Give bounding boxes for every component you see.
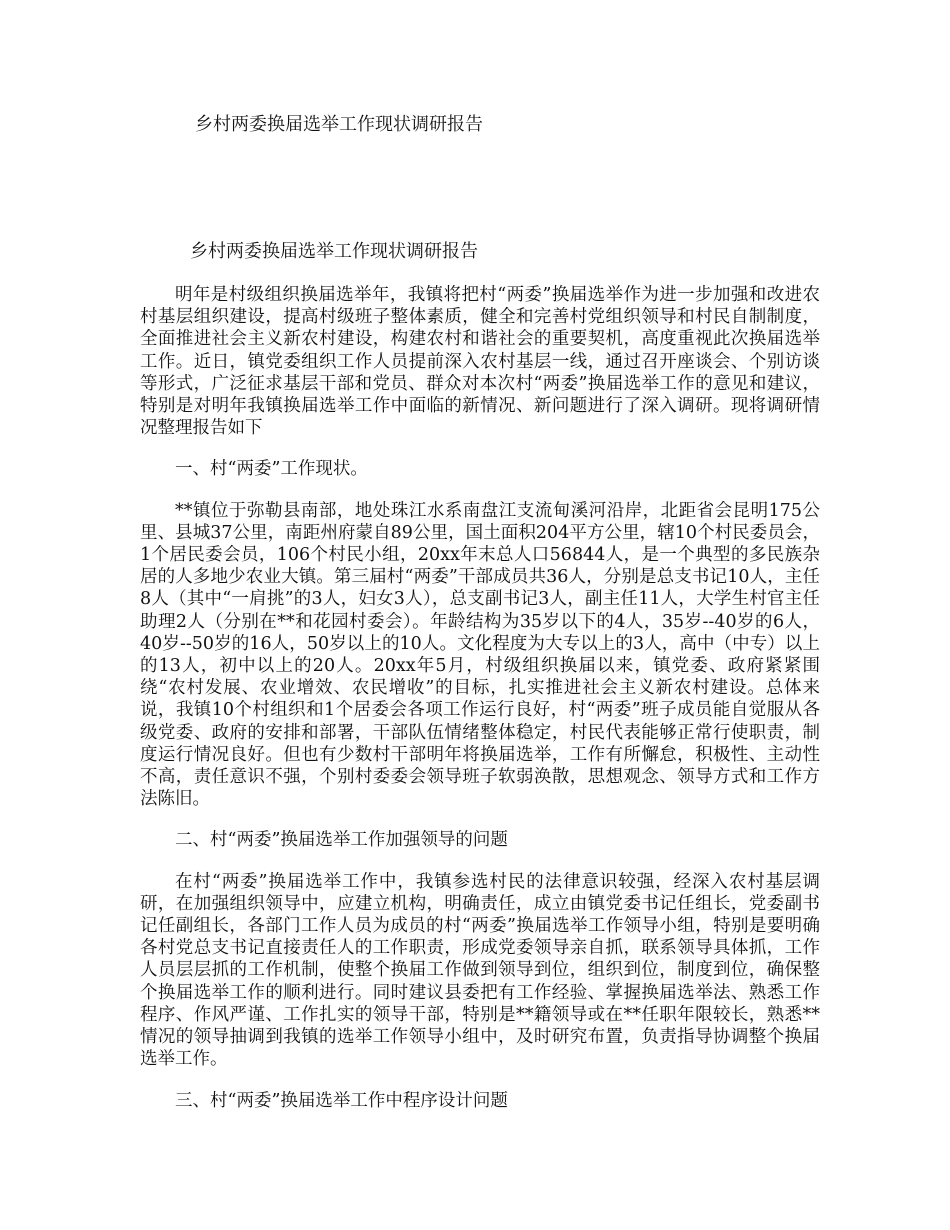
report-title: 乡村两委换届选举工作现状调研报告 [190,241,478,262]
report-body [140,284,820,1131]
intro-paragraph: 明年是村级组织换届选举年，我镇将把村“两委”换届选举作为进一步加强和改进农村基层组织建设，提高村级班子整体素质，健全和完善村党组织领导和村民自制制度，全面推进社会主义新农村建设，构建农村和谐社会的重要契机，高度重视此次换届选举工作。近日，镇党委组织工作人员提前深入农村基层一线，通过召开座谈会、个别访谈等形式，广泛征求基层干部和党员、群众对本次村“两委”换届选举工作的意见和建议，特别是对明年我镇换届选举工作中面临的新情况、新问题进行了深入调研。现将调研情况整理报告如下 [140,285,820,439]
section-2-heading: 二、村“两委”换届选举工作加强领导的问题 [175,830,508,851]
document-header-title: 乡村两委换届选举工作现状调研报告 [195,114,483,135]
section-1-heading: 一、村“两委”工作现状。 [175,459,368,480]
section-1-paragraph: **镇位于弥勒县南部，地处珠江水系南盘江支流甸溪河沿岸，北距省会昆明175公里、县城37公里，南距州府蒙自89公里，国土面积204平方公里，辖10个村民委员会，1个居民委会员，106个村民小组，20xx年末总人口56844人，是一个典型的多民族杂居的人多地少农业大镇。第三届村“两委”干部成员共36人，分别是总支书记10人，主任8人（其中“一肩挑”的3人，妇女3人），总支副书记3人，副主任11人，大学生村官主任助理2人（分别在**和花园村委会）。年龄结构为35岁以下的4人，35岁--40岁的6人，40岁--50岁的16人，50岁以上的10人。文化程度为大专以上的3人，高中（中专）以上的13人，初中以上的20人。20xx年5月，村级组织换届以来，镇党委、政府紧紧围绕“农村发展、农业增效、农民增收”的目标，扎实推进社会主义新农村建设。总体来说，我镇10个村组织和1个居委会各项工作运行良好，村“两委”班子成员能自觉服从各级党委、政府的安排和部署，干部队伍情绪整体稳定，村民代表能够正常行使职责，制度运行情况良好。但也有少数村干部明年将换届选举，工作有所懈怠，积极性、主动性不高，责任意识不强，个别村委委会领导班子软弱涣散，思想观念、领导方式和工作方法陈旧。 [140,500,820,810]
section-3-heading: 三、村“两委”换届选举工作中程序设计问题 [175,1090,508,1111]
section-2-paragraph: 在村“两委”换届选举工作中，我镇参选村民的法律意识较强，经深入农村基层调研，在加强组织领导中，应建立机构，明确责任，成立由镇党委书记任组长，党委副书记任副组长，各部门工作人员为成员的村“两委”换届选举工作领导小组，特别是要明确各村党总支书记直接责任人的工作职责，形成党委领导亲自抓，联系领导具体抓，工作人员层层抓的工作机制，使整个换届工作做到领导到位，组织到位，制度到位，确保整个换届选举工作的顺利进行。同时建议县委把有工作经验、掌握换届选举法、熟悉工作程序、作风严谨、工作扎实的领导干部，特别是**籍领导或在**任职年限较长，熟悉**情况的领导抽调到我镇的选举工作领导小组中，及时研究布置，负责指导协调整个换届选举工作。 [140,871,820,1070]
